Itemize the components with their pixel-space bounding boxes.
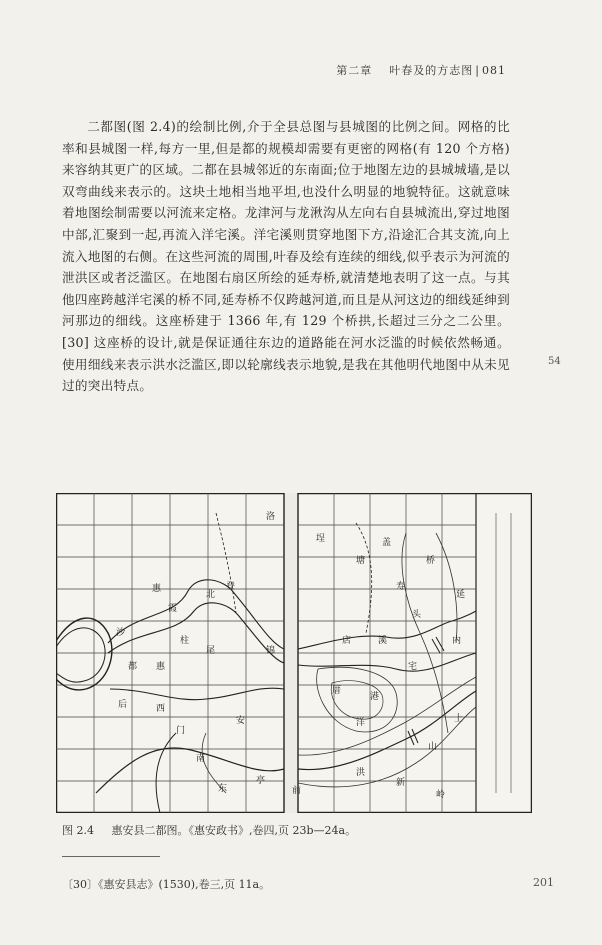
map-place-label: 西 (156, 704, 166, 714)
map-place-label: 塘 (356, 556, 366, 566)
map-place-label: 头 (412, 610, 422, 620)
footnote: 〔30〕《惠安县志》(1530),卷三,页 11a。 (62, 878, 271, 891)
map-place-label: 霞 (168, 604, 178, 614)
figure-caption-text: 惠安县二都图。《惠安政书》,卷四,页 23b—24a。 (111, 824, 357, 837)
map-place-label: 桥 (426, 556, 436, 566)
margin-number-top: 54 (548, 356, 561, 367)
map-place-label: 新 (396, 778, 406, 788)
map-place-label: 锦 (266, 646, 276, 656)
map-place-label: 东 (218, 784, 228, 794)
map-place-label: 寿 (396, 582, 406, 592)
map-place-label: 厝 (332, 686, 342, 696)
map-place-label: 内 (452, 636, 462, 646)
map-place-label: 都 (128, 662, 138, 672)
map-place-label: 埕 (316, 534, 326, 544)
running-head: 第二章 叶春及的方志图 | 081 (336, 64, 506, 77)
map-place-label: 岭 (436, 790, 446, 800)
map-place-label: 南 (196, 754, 206, 764)
map-place-label: 洪 (356, 768, 366, 778)
map-place-label: 延 (456, 590, 466, 600)
map-place-label: 前 (292, 786, 302, 796)
map-svg (56, 493, 532, 813)
header-page-number: 081 (482, 64, 506, 77)
map-place-label: 山 (428, 742, 438, 752)
map-place-label: 溪 (378, 636, 388, 646)
map-place-label: 宅 (408, 662, 418, 672)
map-place-label: 北 (206, 590, 216, 600)
map-figure (56, 493, 532, 813)
map-place-label: 尾 (206, 646, 216, 656)
map-place-label: 洛 (266, 512, 276, 522)
chapter-title: 叶春及的方志图 (389, 64, 474, 77)
footnote-rule (62, 856, 160, 857)
map-place-label: 后 (118, 700, 128, 710)
map-place-label: 洋 (356, 718, 366, 728)
map-place-label: 亭 (256, 776, 266, 786)
paragraph: 二都图(图 2.4)的绘制比例,介于全县总图与县城图的比例之间。网格的比率和县城图一样,每方一里,但是都的规模却需要有更密的网格(有 120 个方格)来容纳其更广的区域。二都在县城邻近的东南面;位于地图左边的县城城墙,是以双弯曲线来表示的。这块土地相当地平坦,也没什么明显的地貌特征。这就意味着地图绘制需要以河流来定格。龙津河与龙湫沟从左向右自县城流出,穿过地图中部,汇聚到一起,再流入洋宅溪。洋宅溪则贯穿地图下方,沿途汇合其支流,向上流入地图的右侧。在这些河流的周围,叶春及绘有连续的细线,似乎表示为河流的泄洪区或者泛滥区。在地图右扇区所绘的延寿桥,就清楚地表明了这一点。与其他四座跨越洋宅溪的桥不同,延寿桥不仅跨越河道,而且是从河这边的细线延绅到河那边的细线。这座桥建于 1366 年,有 129 个桥拱,长超过三分之二公里。[30] 这座桥的设计,就是保证通往东边的道路能在河水泛滥的时候依然畅通。使用细线来表示洪水泛滥区,即以轮廓线表示地貌,是我在其他明代地图中从未见过的突出特点。 (62, 119, 510, 394)
map-place-label: 门 (176, 726, 186, 736)
chapter-label: 第二章 (336, 64, 373, 77)
map-place-label: 柱 (180, 636, 190, 646)
map-place-label: 登 (226, 582, 236, 592)
map-place-label: 盖 (382, 538, 392, 548)
map-place-label: 惠 (156, 662, 166, 672)
map-place-label: 安 (236, 716, 246, 726)
figure-caption (62, 822, 356, 838)
page-number: 201 (533, 876, 554, 889)
map-place-label: 店 (342, 636, 352, 646)
body-text (62, 116, 510, 397)
figure-number: 图 2.4 (62, 824, 94, 837)
map-place-label: 上 (454, 714, 464, 724)
map-place-label: 港 (370, 692, 380, 702)
map-place-label: 惠 (152, 584, 162, 594)
map-place-label: 沙 (116, 628, 126, 638)
